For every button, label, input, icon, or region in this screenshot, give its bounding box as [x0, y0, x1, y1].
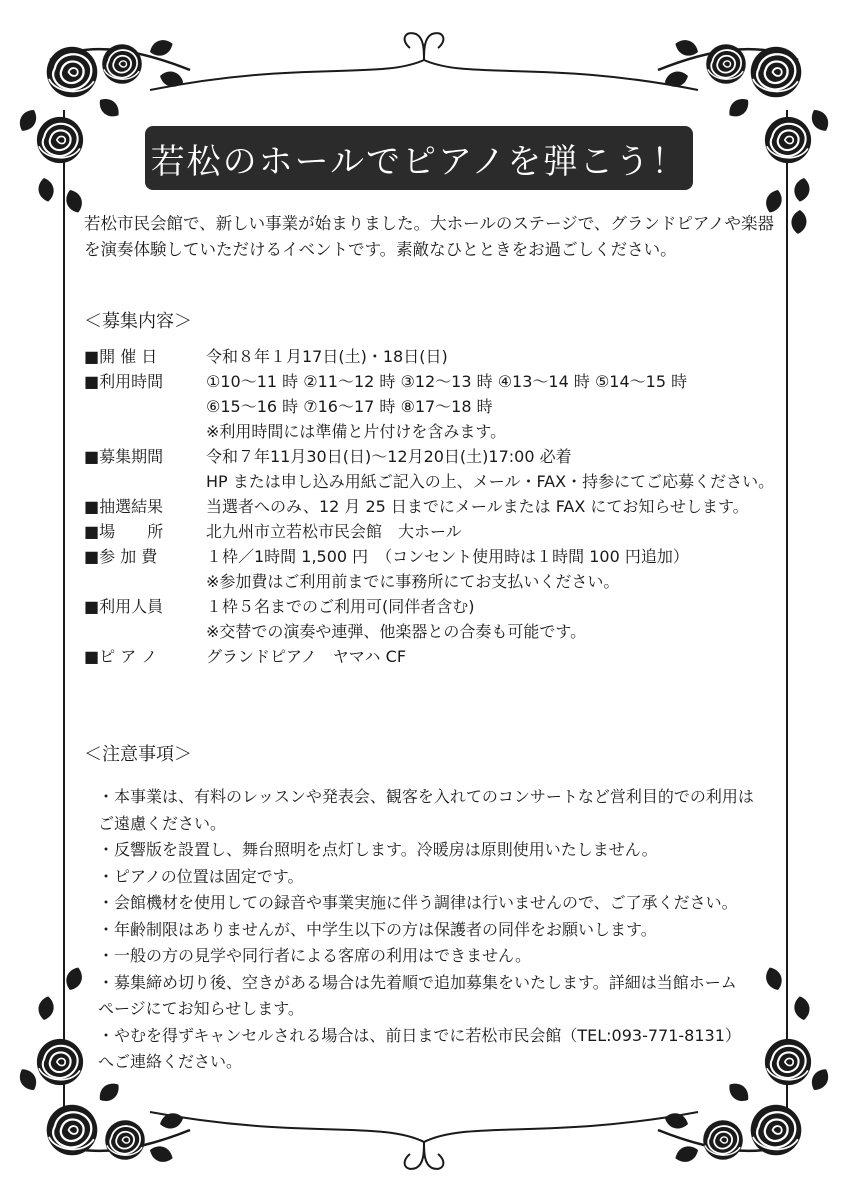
notes-heading: ＜注意事項＞	[84, 744, 192, 765]
detail-label: ■参 加 費	[84, 547, 158, 566]
note-line: ・本事業は、有料のレッスンや発表会、観客を入れてのコンサートなど営利目的での利用は	[98, 787, 754, 806]
detail-value: グランドピアノ ヤマハ CF	[206, 647, 407, 666]
detail-value: ⑥15～16 時 ⑦16～17 時 ⑧17～18 時	[206, 397, 493, 416]
detail-label: ■利用人員	[84, 597, 164, 616]
notes-list	[98, 784, 788, 1076]
detail-row-date	[84, 344, 784, 369]
intro-paragraph	[84, 211, 784, 263]
note-line: ・年齢制限はありませんが、中学生以下の方は保護者の同伴をお願いします。	[98, 919, 657, 939]
detail-label: ■抽選結果	[84, 497, 164, 516]
detail-row-piano	[84, 644, 784, 669]
intro-line: 若松市民会館で、新しい事業が始まりました。大ホールのステージで、グランドピアノや楽器	[84, 214, 775, 233]
note-line: ・一般の方の見学や同行者による客席の利用はできません。	[98, 946, 531, 965]
note-line: ・会館機材を使用しての録音や事業実施に伴う調律は行いませんので、ご了承ください。	[98, 893, 738, 912]
detail-value: HP または申し込み用紙ご記入の上、メール・FAX・持参にてご応募ください。	[206, 472, 775, 491]
note-line: ご遠慮ください。	[98, 813, 227, 833]
detail-label: ■募集期間	[84, 447, 164, 466]
detail-value: ※参加費はご利用前までに事務所にてお支払いください。	[206, 572, 620, 591]
detail-value: 当選者へのみ、12 月 25 日までにメールまたは FAX にてお知らせします。	[206, 497, 749, 516]
note-line: ページにてお知らせします。	[98, 999, 304, 1018]
detail-label: ■開 催 日	[84, 347, 158, 366]
note-line: ・反響版を設置し、舞台照明を点灯します。冷暖房は原則使用いたしません。	[98, 840, 658, 859]
recruit-heading: ＜募集内容＞	[84, 311, 192, 332]
detail-value: １枠５名までのご利用可(同伴者含む)	[206, 597, 475, 616]
detail-row-result	[84, 494, 784, 519]
note-line: ・やむを得ずキャンセルされる場合は、前日までに若松市民会館（TEL:093-771-8131）	[98, 1025, 741, 1045]
note-line: へご連絡ください。	[98, 1052, 243, 1071]
detail-row-place	[84, 519, 784, 544]
detail-row-capacity	[84, 594, 784, 644]
detail-label: ■ピ ア ノ	[84, 647, 158, 666]
detail-row-fee	[84, 544, 784, 594]
detail-value: １枠／1時間 1,500 円 （コンセント使用時は１時間 100 円追加）	[206, 547, 689, 566]
note-line: ・ピアノの位置は固定です。	[98, 866, 304, 886]
recruit-details	[84, 344, 784, 669]
detail-label: ■利用時間	[84, 372, 164, 391]
detail-value: ※利用時間には準備と片付けを含みます。	[206, 422, 507, 441]
detail-value: 令和８年１月17日(土)・18日(日)	[206, 347, 448, 366]
detail-value: 令和７年11月30日(日)～12月20日(土)17:00 必着	[206, 447, 572, 466]
detail-row-period	[84, 444, 784, 494]
detail-value: ※交替での演奏や連弾、他楽器との合奏も可能です。	[206, 622, 587, 641]
note-line: ・募集締め切り後、空きがある場合は先着順で追加募集をいたします。詳細は当館ホーム	[98, 972, 737, 992]
detail-value: 北九州市立若松市民会館 大ホール	[206, 522, 462, 541]
detail-row-time	[84, 369, 784, 444]
title-banner	[145, 126, 693, 190]
detail-value: ①10～11 時 ②11～12 時 ③12～13 時 ④13～14 時 ⑤14～15 時	[206, 372, 688, 391]
intro-line: を演奏体験していただけるイベントです。素敵なひとときをお過ごしください。	[84, 240, 677, 259]
detail-label: ■場 所	[84, 522, 164, 541]
page-title: 若松のホールでピアノを弾こう！	[150, 141, 688, 182]
